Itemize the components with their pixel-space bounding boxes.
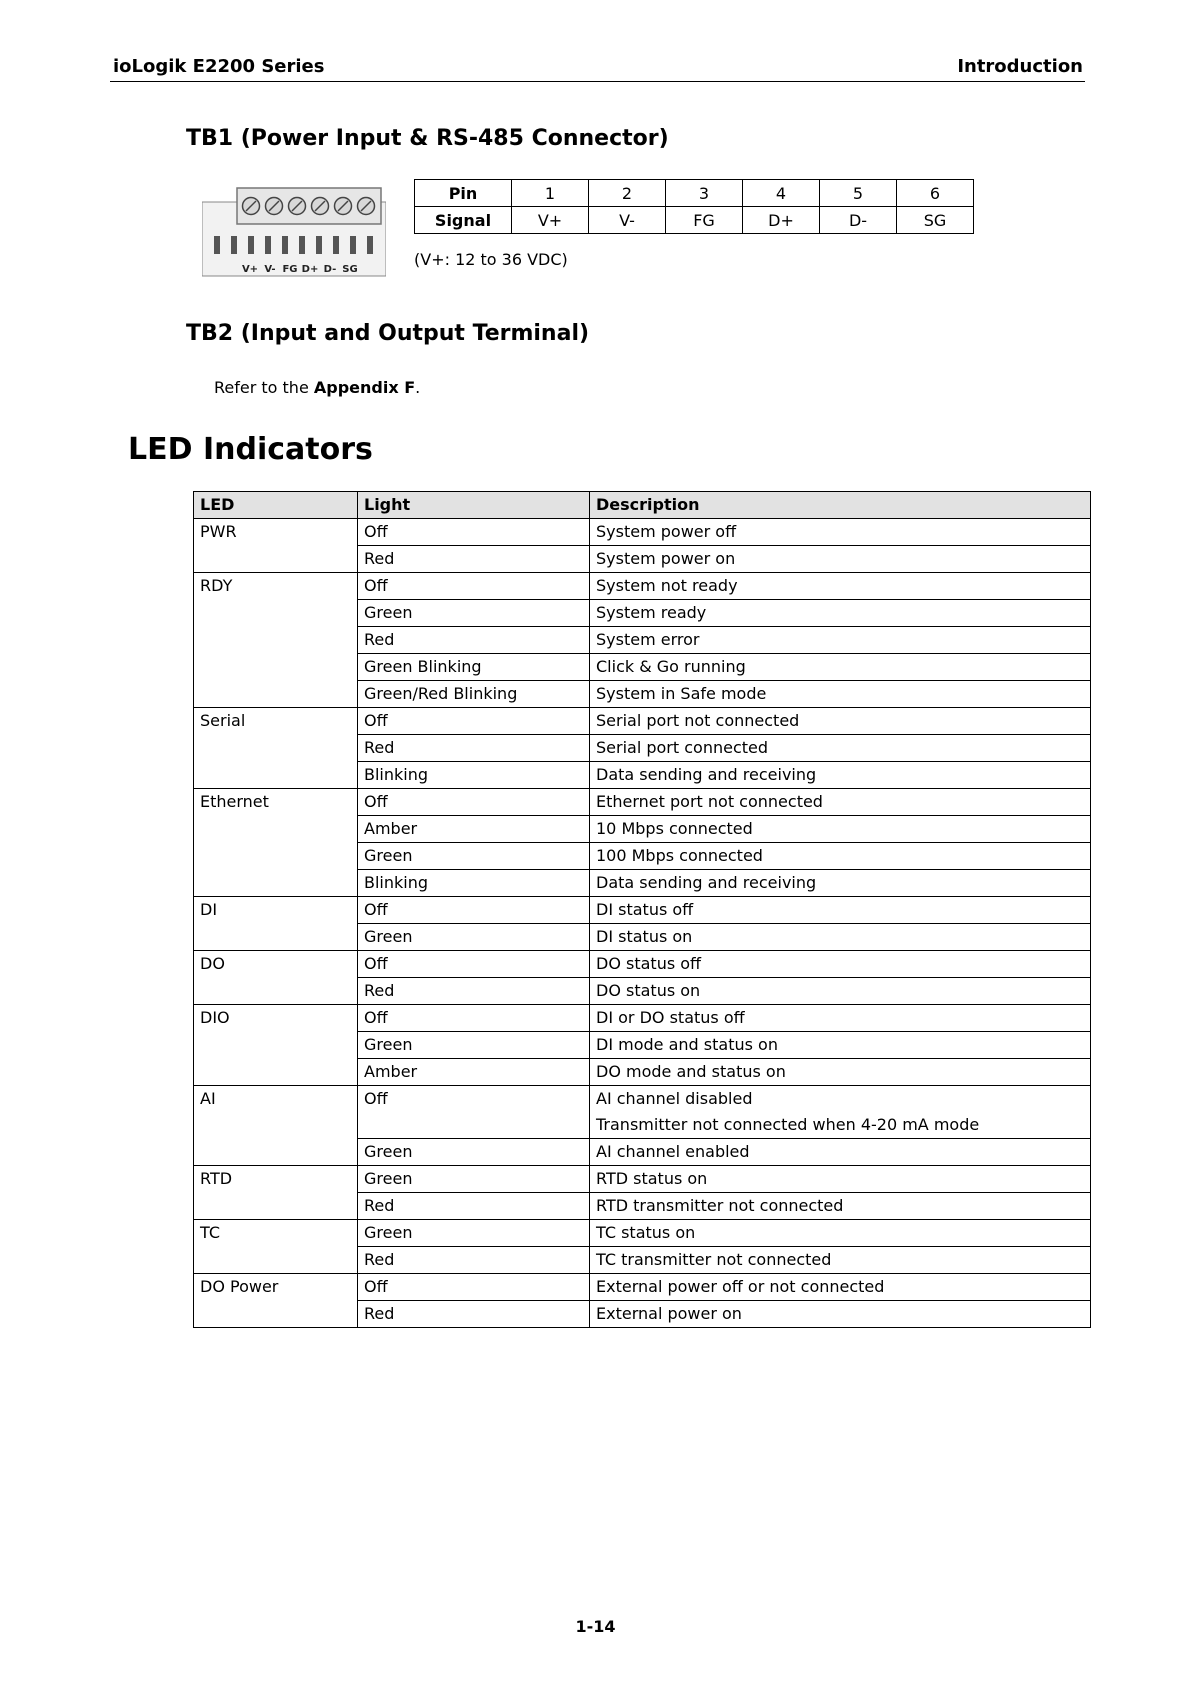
page-number: 1-14	[575, 1617, 616, 1636]
pin-slot	[248, 236, 254, 254]
light-cell: Green	[358, 843, 590, 870]
pin-slot	[265, 236, 271, 254]
description-line: Click & Go running	[596, 657, 746, 676]
terminal-block-connector-image	[202, 186, 386, 278]
table-row	[194, 1274, 1091, 1301]
description-cell	[590, 519, 1091, 546]
signal-value: SG	[897, 207, 974, 234]
header-rule	[110, 81, 1085, 82]
description-cell	[590, 627, 1091, 654]
description-cell	[590, 762, 1091, 789]
description-cell	[590, 789, 1091, 816]
description-cell	[590, 1220, 1091, 1247]
description-line: DO status off	[596, 954, 702, 973]
description-line: AI channel enabled	[596, 1142, 750, 1161]
led-name-cell: PWR	[194, 519, 358, 573]
table-row	[194, 1166, 1091, 1193]
pin-slot	[214, 236, 220, 254]
description-cell	[590, 1005, 1091, 1032]
pin-number: 4	[743, 180, 820, 207]
description-cell	[590, 654, 1091, 681]
connector-pin-label: D-	[323, 264, 337, 275]
column-header-description: Description	[590, 492, 1091, 519]
refer-prefix: Refer to the	[214, 378, 314, 397]
light-cell: Off	[358, 897, 590, 924]
light-cell: Green	[358, 1139, 590, 1166]
pin-slot	[316, 236, 322, 254]
signal-value: D-	[820, 207, 897, 234]
pin-slot	[333, 236, 339, 254]
light-cell: Red	[358, 1247, 590, 1274]
led-name-cell: AI	[194, 1086, 358, 1166]
led-name-cell: DO	[194, 951, 358, 1005]
led-name-cell: Serial	[194, 708, 358, 789]
description-cell	[590, 1166, 1091, 1193]
description-line: DI status on	[596, 927, 693, 946]
description-cell	[590, 1032, 1091, 1059]
description-cell	[590, 1139, 1091, 1166]
description-line: DI mode and status on	[596, 1035, 778, 1054]
description-cell	[590, 870, 1091, 897]
connector-pin-label: D+	[301, 264, 319, 275]
light-cell: Green Blinking	[358, 654, 590, 681]
description-cell	[590, 951, 1091, 978]
header-chapter-title: Introduction	[957, 56, 1083, 77]
signal-row	[415, 207, 974, 234]
tb2-heading: TB2 (Input and Output Terminal)	[186, 321, 590, 346]
pin-number: 3	[666, 180, 743, 207]
signal-value: V+	[512, 207, 589, 234]
light-cell: Off	[358, 1005, 590, 1032]
column-header-light: Light	[358, 492, 590, 519]
description-cell	[590, 735, 1091, 762]
pin-label: Pin	[415, 180, 512, 207]
connector-pin-label: V+	[241, 264, 259, 275]
table-row	[194, 573, 1091, 600]
refer-suffix: .	[415, 378, 421, 397]
description-line: Transmitter not connected when 4-20 mA mode	[596, 1115, 980, 1134]
column-header-led: LED	[194, 492, 358, 519]
table-header-row	[194, 492, 1091, 519]
description-cell	[590, 1193, 1091, 1220]
light-cell: Off	[358, 519, 590, 546]
pin-number: 1	[512, 180, 589, 207]
connector-pin-label: FG	[282, 264, 298, 275]
table-row	[194, 519, 1091, 546]
description-cell	[590, 978, 1091, 1005]
led-name-cell: Ethernet	[194, 789, 358, 897]
description-line: Data sending and receiving	[596, 873, 817, 892]
light-cell: Red	[358, 735, 590, 762]
description-cell	[590, 843, 1091, 870]
light-cell: Off	[358, 1086, 590, 1139]
pin-number: 6	[897, 180, 974, 207]
description-line: RTD transmitter not connected	[596, 1196, 844, 1215]
led-name-cell: DI	[194, 897, 358, 951]
signal-value: V-	[589, 207, 666, 234]
light-cell: Off	[358, 951, 590, 978]
description-line: TC status on	[596, 1223, 696, 1242]
pin-slot	[299, 236, 305, 254]
description-cell	[590, 897, 1091, 924]
description-line: Serial port not connected	[596, 711, 800, 730]
description-line: TC transmitter not connected	[596, 1250, 832, 1269]
light-cell: Red	[358, 1301, 590, 1328]
light-cell: Green	[358, 1220, 590, 1247]
description-cell	[590, 1247, 1091, 1274]
description-line: 100 Mbps connected	[596, 846, 763, 865]
led-name-cell: DO Power	[194, 1274, 358, 1328]
light-cell: Blinking	[358, 762, 590, 789]
connector-pin-label: V-	[264, 264, 276, 275]
signal-label: Signal	[415, 207, 512, 234]
description-cell	[590, 1301, 1091, 1328]
description-line: System power on	[596, 549, 736, 568]
light-cell: Green	[358, 924, 590, 951]
light-cell: Green	[358, 1166, 590, 1193]
description-line: Serial port connected	[596, 738, 769, 757]
pin-slot	[350, 236, 356, 254]
description-line: DO mode and status on	[596, 1062, 786, 1081]
description-cell	[590, 600, 1091, 627]
light-cell: Off	[358, 1274, 590, 1301]
signal-value: FG	[666, 207, 743, 234]
table-row	[194, 708, 1091, 735]
light-cell: Red	[358, 978, 590, 1005]
header-series-title: ioLogik E2200 Series	[113, 56, 325, 77]
description-line: Data sending and receiving	[596, 765, 817, 784]
table-row	[194, 1005, 1091, 1032]
description-cell	[590, 1059, 1091, 1086]
description-line: 10 Mbps connected	[596, 819, 753, 838]
light-cell: Amber	[358, 816, 590, 843]
table-row	[194, 789, 1091, 816]
appendix-link-text: Appendix F	[313, 378, 416, 397]
description-line: External power off or not connected	[596, 1277, 885, 1296]
description-line: RTD status on	[596, 1169, 708, 1188]
description-cell	[590, 816, 1091, 843]
pin-slot	[231, 236, 237, 254]
description-cell	[590, 708, 1091, 735]
led-name-cell: RDY	[194, 573, 358, 708]
table-row	[194, 1086, 1091, 1139]
description-cell	[590, 546, 1091, 573]
led-indicators-heading: LED Indicators	[128, 432, 373, 467]
light-cell: Red	[358, 546, 590, 573]
description-line: External power on	[596, 1304, 742, 1323]
light-cell: Green	[358, 1032, 590, 1059]
tb1-heading: TB1 (Power Input & RS-485 Connector)	[186, 126, 669, 151]
description-line: System error	[596, 630, 700, 649]
appendix-reference	[214, 378, 420, 397]
description-cell	[590, 924, 1091, 951]
description-line: DI or DO status off	[596, 1008, 745, 1027]
description-cell	[590, 681, 1091, 708]
led-indicators-table	[193, 491, 1091, 1328]
description-line: System ready	[596, 603, 707, 622]
description-line: Ethernet port not connected	[596, 792, 823, 811]
table-row	[194, 951, 1091, 978]
light-cell: Blinking	[358, 870, 590, 897]
led-name-cell: DIO	[194, 1005, 358, 1086]
pin-signal-table	[414, 179, 974, 234]
light-cell: Green/Red Blinking	[358, 681, 590, 708]
description-line: AI channel disabled	[596, 1089, 753, 1108]
voltage-note: (V+: 12 to 36 VDC)	[414, 250, 568, 269]
description-line: DO status on	[596, 981, 701, 1000]
description-line: System power off	[596, 522, 737, 541]
light-cell: Off	[358, 708, 590, 735]
description-line: System in Safe mode	[596, 684, 767, 703]
description-cell	[590, 1086, 1091, 1139]
pin-number: 2	[589, 180, 666, 207]
connector-pin-label: SG	[342, 264, 358, 275]
description-line: System not ready	[596, 576, 738, 595]
pin-number: 5	[820, 180, 897, 207]
signal-value: D+	[743, 207, 820, 234]
pin-row	[415, 180, 974, 207]
light-cell: Red	[358, 1193, 590, 1220]
light-cell: Off	[358, 789, 590, 816]
description-cell	[590, 573, 1091, 600]
table-row	[194, 1220, 1091, 1247]
light-cell: Off	[358, 573, 590, 600]
pin-slot	[282, 236, 288, 254]
description-line: DI status off	[596, 900, 694, 919]
light-cell: Green	[358, 600, 590, 627]
led-name-cell: TC	[194, 1220, 358, 1274]
pin-slot	[367, 236, 373, 254]
description-cell	[590, 1274, 1091, 1301]
light-cell: Red	[358, 627, 590, 654]
light-cell: Amber	[358, 1059, 590, 1086]
table-row	[194, 897, 1091, 924]
led-name-cell: RTD	[194, 1166, 358, 1220]
